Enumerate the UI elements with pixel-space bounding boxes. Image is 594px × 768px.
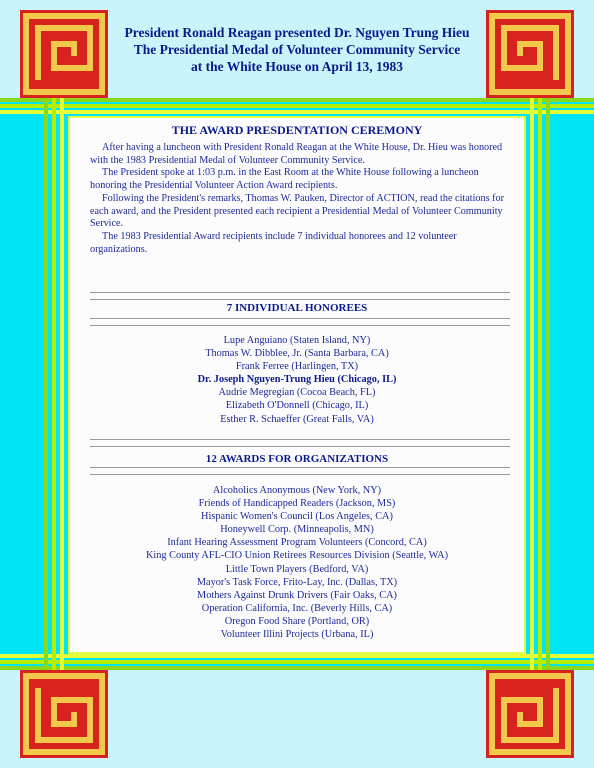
corner-ornament-top-right: [486, 10, 574, 98]
border-stripe: [546, 98, 550, 670]
divider: [90, 439, 510, 447]
divider: [90, 292, 510, 300]
border-stripe: [60, 98, 64, 670]
border-stripe: [0, 104, 594, 108]
title-line-1: President Ronald Reagan presented Dr. Nguyen Trung Hieu: [124, 25, 470, 40]
list-item: Volunteer Illini Projects (Urbana, IL): [220, 629, 374, 641]
organizations-heading: 12 AWARDS FOR ORGANIZATIONS: [205, 453, 389, 465]
paragraph: Following the President's remarks, Thomas W. Pauken, Director of ACTION, read the citations for each award, and the President presented each recipient a Presidential Medal of Volunteer Community Service.: [90, 192, 504, 230]
border-stripe: [0, 110, 594, 114]
border-stripe: [0, 98, 594, 102]
list-item: Friends of Handicapped Readers (Jackson, MS): [198, 498, 396, 510]
border-stripe: [44, 98, 48, 670]
corner-ornament-bottom-right: [486, 670, 574, 758]
list-item: Honeywell Corp. (Minneapolis, MN): [220, 524, 374, 536]
list-item: Audrie Megregian (Cocoa Beach, FL): [218, 387, 376, 399]
divider: [90, 467, 510, 475]
paragraph: The President spoke at 1:03 p.m. in the East Room at the White House following a luncheon honoring the Presidential Volunteer Action Award recipients.: [90, 167, 479, 192]
list-item: Hispanic Women's Council (Los Angeles, CA): [201, 511, 393, 523]
list-item: Esther R. Schaeffer (Great Falls, VA): [220, 413, 374, 425]
border-stripe: [538, 98, 542, 670]
list-item: Frank Ferree (Harlingen, TX): [235, 361, 359, 373]
individuals-heading: 7 INDIVIDUAL HONOREES: [226, 302, 368, 314]
border-stripe: [0, 654, 594, 658]
title-line-2: The Presidential Medal of Volunteer Community Service: [133, 42, 461, 57]
list-item: Operation California, Inc. (Beverly Hills, CA): [201, 602, 393, 614]
border-stripe: [52, 98, 56, 670]
ceremony-heading: THE AWARD PRESDENTATION CEREMONY: [171, 123, 423, 137]
list-item: Lupe Anguiano (Staten Island, NY): [223, 335, 371, 346]
page-title: [100, 24, 494, 75]
list-item: Mothers Against Drunk Drivers (Fair Oaks, CA): [197, 589, 397, 601]
organizations-list: [70, 484, 524, 641]
list-item: King County AFL-CIO Union Retirees Resources Division (Seattle, WA): [145, 550, 449, 562]
list-item: Oregon Food Share (Portland, OR): [224, 615, 370, 627]
border-stripe: [0, 660, 594, 664]
individuals-list: [70, 334, 524, 426]
title-line-3: at the White House on April 13, 1983: [190, 59, 403, 74]
content-panel: [70, 118, 524, 652]
border-stripe: [530, 98, 534, 670]
paragraph: The 1983 Presidential Award recipients include 7 individual honorees and 12 volunteer organizations.: [90, 230, 457, 255]
divider: [90, 318, 510, 326]
list-item: Little Town Players (Bedford, VA): [225, 563, 369, 575]
list-item-highlighted: Dr. Joseph Nguyen-Trung Hieu (Chicago, IL): [197, 374, 397, 386]
corner-ornament-top-left: [20, 10, 108, 98]
list-item: Thomas W. Dibblee, Jr. (Santa Barbara, CA): [205, 348, 389, 360]
paragraph: After having a luncheon with President Ronald Reagan at the White House, Dr. Hieu was honored with the 1983 Presidential Medal of Volunteer Community Service.: [90, 142, 503, 166]
corner-ornament-bottom-left: [20, 670, 108, 758]
list-item: Elizabeth O'Donnell (Chicago, IL): [225, 400, 369, 412]
list-item: Alcoholics Anonymous (New York, NY): [212, 485, 382, 496]
ceremony-text: [90, 142, 510, 256]
list-item: Infant Hearing Assessment Program Volunteers (Concord, CA): [167, 537, 427, 549]
list-item: Mayor's Task Force, Frito-Lay, Inc. (Dallas, TX): [196, 576, 398, 588]
